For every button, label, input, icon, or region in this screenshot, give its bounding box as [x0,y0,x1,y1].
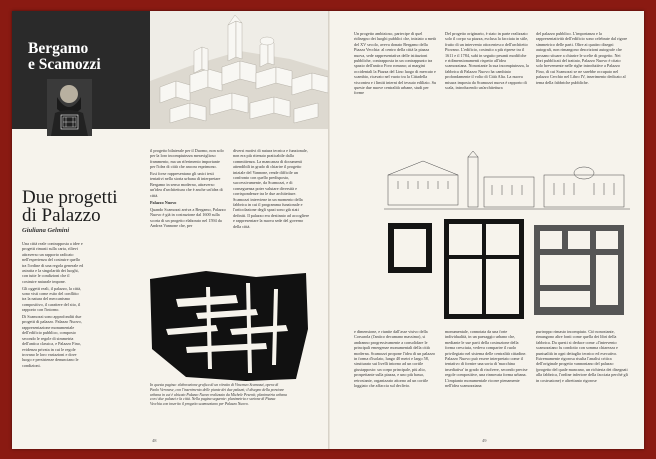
right-column-6 [536,329,628,441]
right-column-1 [354,31,438,159]
scamozzi-portrait [47,79,92,136]
article-title-line-2: di Palazzo [22,205,101,226]
right-column-2 [445,31,529,149]
city-axonometric-model [150,11,330,129]
left-col2-para-3: Quando Scamozzi arriva a Bergamo, Palazzo Nuovo è già in costruzione dal 1600 sulla scorta di un progetto elaborato nel 1594 da Andrea Vannone che, per [150,206,226,229]
right-col5-para: monumentale, connotata da una forte individualità, in un paesaggio urbano che, mediante le sue parti della costruzione della forma cresciuta, vedeva comparire il ruolo privilegiato nel sistema delle centralità cittadine. Palazzo Nuovo può essere interpretato come il tentativo di fornire una sorta di 'macchina insediativa' in grado di risolvere, secondo precise regole compositive, una rinnovata forma urbana. L'impianto monumentale ricorre pienamente nell'idea scamozziana [445,329,528,389]
right-col3-para: del palazzo pubblico. L'importanza e la rappresentatività dell'edificio sono celebrate dal rigore simmetrico delle parti. Oltre ai quattro disegni autografi, non rimangono descrizioni autografe che possano situare a chiarire le scelte di progetto. Nei libri pubblicati del trattato, Palazzo Nuovo è citato solo brevemente nelle righe introduttive a Palazzo Fino, di cui Scamozzi se ne sarebbe occupato nel palazzo Cerchio nel Libro IV, inserimento dedicato al tema della fabbriche pubbliche. [536,31,628,85]
left-col2-subheading: Palazzo Nuovo [150,200,177,206]
left-col1-para-3: Di Scamozzi sono approfonditi due progetti di palazzo. Palazzo Nuovo, rappresentazione monumentale dell'edificio pubblico, composto secondo le regole di simmetria dell'antica classica, e Palazzo Fino, evidenza privata in cui le regole trovano le loro variazioni e dove luogo e persistenze denunciano le condizioni. [22,314,82,368]
left-page-number: 48 [152,438,157,443]
left-col2-para-1: il progetto bilaterale per il Duomo, non solo per la loro incompiutezza meraviglioso frammento, ma un riferimento importante per l'idea di città che ancora esprimono. [150,148,224,170]
page-gutter [328,11,330,449]
left-column-1 [22,241,84,441]
left-col2-para-2: Essi forse rappresentano gli unici testi tentativi nella storia urbana di interpretare Bergamo in senso moderno, attraverso un'idea d'architettura che è anche un'idea di città. [150,171,223,198]
header-title [28,41,148,73]
right-column-3 [536,31,628,153]
right-col6-para: purtroppo rimasto incompiuto. Ciò nonostante, rimangono altre fonti come quella dei libri della fabbrica. Da questi si deduce come «l'intervento scamozziano fu condotto con somma chiarezza e puntualità in ogni dettaglio tecnico ed esecutivo. Estremamente rigorosa risulta l'analisi critica dell'originale progetto vannoniano del palazzo (progetto del quale mancano, un richiesta dei disegnati alla fabbrica, l'ordine inferiore della facciata perché gli in costruzione) e altrettanto rigorose [536,329,628,383]
header-title-line-2: e Scamozzi [28,56,101,73]
right-column-4 [354,329,438,441]
left-col1-para-1: Una città reale contrapposta a idee e progetti rimasti sulla carta, rilievi attraverso un rapporto radicato nell'esperienza del costruire quello tra l'ordine di una regola generale ed astratta e la singolarità dei luoghi, con tutte le condizioni che il costruire naturale impone. [22,241,84,284]
right-col1-para: Un progetto ambizioso, partecipe di quel ridisegno dei luoghi pubblici che, iniziato a metà del XV secolo, aveva donato Bergamo della Piazza Vecchia: al centro della città la piazza nuova, sede rappresentativa delle istituzioni pubbliche, contrapposta in un contrappunto tra spazio dell'antico Foro romano; ai margini occidentali la Piazza del Lino luogo di mercato e scambio, ricavato nel vuoto tra la Cittadella viscontea e i limiti interni del tessuto edilizio. Su queste due nuove centralità urbane, studi per forme [354,31,436,96]
right-col2-para: Del progetto originario, è stato in parte realizzato solo il corpo su piazza, esclusa la facciata in stile, frutto di un intervento ottocentesco dell'architetto Piovano. L'edificio, costruito a più riprese tra il 1611 e il 1784, subì in seguito pesanti modifiche e ridimensionamenti rispetto all'idea scamozziana. Nonostante la sua incompiutezza, la fabbrica di Palazzo Nuovo ha cambiato profondamente il volto di Città Alta. La nuova misura imposta da Scamozzi nuova è rapporto di scala, introducendo un'architettura [445,31,529,91]
left-column-3 [233,148,311,268]
left-col3-para: diversi motivi di natura tecnica e funzionale, non era più ritenuto praticabile dalla committenza. La mancanza di documenti attendibili in grado di chiarire il progetto iniziale del Vannone, rende difficile un confronto con quello predisposto, successivamente, da Scamozzi, e di conseguenza poter valutare diversità e corrispondenze tra le due architetture. Scamozzi interviene in un momento della fabbrica in cui il programma funzionale e l'articolazione degli spazi sono già stati definiti. Il palazzo era destinato ad accogliere e rappresentare la nuova sede del governo della città. [233,148,310,229]
left-column-2 [150,148,226,268]
article-title [22,189,142,225]
header-title-line-1: Bergamo [28,40,89,57]
magazine-spread [12,11,644,449]
right-column-5 [445,329,529,441]
right-page-number: 49 [482,438,487,443]
palace-elevation-drawings [384,151,630,215]
left-col1-para-2: Gli oggetti reali, il palazzo, la città, sono visti come esito del conflitto tra la natura del meccanismo compositivo, il carattere del sito, il rapporto con l'intorno. [22,285,82,313]
right-col4-para: e dimensione, e riunite dall'asse visivo della Corsarola (l'antico decumano massimo), si andranno progressivamente a consolidare le principali emergenze monumentali della città moderna. Scamozzi propone l'idea di un palazzo in forma d'isolato, lungo 40 metri e largo 58, strutturato sui livelli intorno ad un cortile giustapposto: un corpo principale, più alto, prospettante sulla piazza, e uno più basso, retrostante, organizzato attorno ad un cortile loggiato che affaccia sul declivio. [354,329,436,389]
urban-plan-map [146,269,310,441]
article-title-line-1: Due progetti [22,187,118,208]
figure-caption: In questa pagina: elaborazione grafica di un ritratto di Vincenzo Scamozzi, opera di Paolo Veronese, con l'inserimento delle piante dei due palazzi; il disegno della porzione urbana in cui è ubicato Palazzo Nuovo realizzato da Michele Pesenti; planimetria urbana con i due palazzi e la città. Nella pagina seguente: planimetria e sezione di Piazza Vecchia con inserito il progetto scamozziano per Palazzo Nuovo. [150,383,287,407]
ground-floor-plan [384,215,630,327]
author-byline: Giuliana Gelmini [22,227,70,234]
